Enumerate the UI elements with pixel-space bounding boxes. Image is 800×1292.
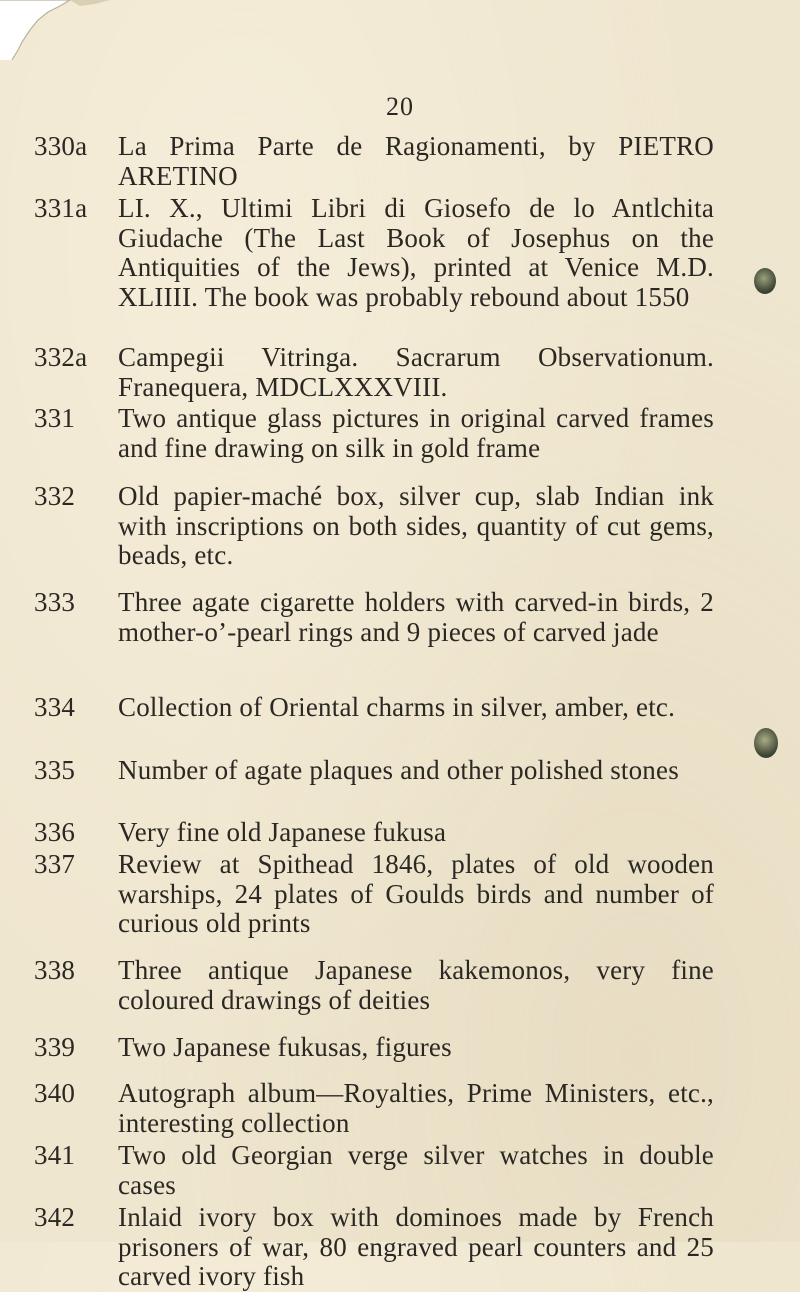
binding-hole-top bbox=[754, 268, 776, 294]
lot-number: 333 bbox=[34, 587, 76, 617]
catalogue-entry bbox=[34, 1202, 714, 1292]
lot-description: Inlaid ivory box with dominoes made by French prisoners of war, 80 engraved pearl counters and 25 carved ivory fish bbox=[118, 1202, 714, 1291]
lot-description: Very fine old Japanese fukusa bbox=[118, 817, 447, 847]
catalogue-entry bbox=[34, 131, 714, 191]
page-number: 20 bbox=[386, 92, 414, 121]
lot-number: 332a bbox=[34, 342, 88, 372]
lot-description: Two old Georgian verge silver watches in double cases bbox=[118, 1140, 714, 1200]
lot-number: 339 bbox=[34, 1032, 76, 1062]
lot-description: Campegii Vitringa. Sacrarum Observationum. Franequera, MDCLXXXVIII. bbox=[118, 342, 714, 402]
catalogue-entry bbox=[34, 755, 714, 786]
catalogue-entry bbox=[34, 587, 714, 647]
lot-number: 331a bbox=[34, 193, 88, 223]
catalogue-entry bbox=[34, 403, 714, 463]
catalogue-entry bbox=[34, 342, 714, 402]
lot-description: LI. X., Ultimi Libri di Giosefo de lo Antlchita Giudache (The Last Book of Josephus on the Antiquities of the Jews), printed at Venice M.D. XLIIII. The book was probably rebound about 1550 bbox=[118, 193, 714, 312]
lot-description: Collection of Oriental charms in silver, amber, etc. bbox=[118, 692, 676, 722]
catalogue-entry bbox=[34, 1032, 714, 1063]
catalogue-entry bbox=[34, 1140, 714, 1200]
lot-number: 342 bbox=[34, 1202, 76, 1232]
lot-description: Two antique glass pictures in original carved frames and fine drawing on silk in gold frame bbox=[118, 403, 714, 463]
lot-description: Old papier-maché box, silver cup, slab Indian ink with inscriptions on both sides, quantity of cut gems, beads, etc. bbox=[118, 481, 714, 570]
binding-hole-bottom bbox=[754, 728, 778, 758]
lot-description: La Prima Parte de Ragionamenti, by PIETRO ARETINO bbox=[118, 131, 714, 191]
catalogue-entry bbox=[34, 955, 714, 1015]
lot-number: 331 bbox=[34, 403, 76, 433]
catalogue-entry bbox=[34, 692, 714, 723]
lot-description: Review at Spithead 1846, plates of old wooden warships, 24 plates of Goulds birds and number of curious old prints bbox=[118, 849, 714, 938]
lot-number: 330a bbox=[34, 131, 88, 161]
catalogue-entry bbox=[34, 1078, 714, 1138]
lot-description: Two Japanese fukusas, figures bbox=[118, 1032, 452, 1062]
catalogue-entry bbox=[34, 817, 714, 848]
lot-description: Three antique Japanese kakemonos, very fine coloured drawings of deities bbox=[118, 955, 714, 1015]
lot-number: 334 bbox=[34, 692, 76, 722]
lot-number: 338 bbox=[34, 955, 76, 985]
lot-number: 337 bbox=[34, 849, 76, 879]
lot-number: 332 bbox=[34, 481, 76, 511]
lot-description: Three agate cigarette holders with carved-in birds, 2 mother-o’-pearl rings and 9 pieces of carved jade bbox=[118, 587, 714, 647]
catalogue-entry bbox=[34, 193, 714, 312]
catalogue-entry bbox=[34, 849, 714, 939]
catalogue-entry bbox=[34, 481, 714, 571]
torn-corner-decoration bbox=[0, 0, 110, 60]
lot-number: 335 bbox=[34, 755, 76, 785]
lot-description: Autograph album—Royalties, Prime Ministers, etc., interesting collection bbox=[118, 1078, 714, 1138]
lot-number: 336 bbox=[34, 817, 76, 847]
lot-description: Number of agate plaques and other polished stones bbox=[118, 755, 679, 785]
lot-number: 341 bbox=[34, 1140, 76, 1170]
lot-number: 340 bbox=[34, 1078, 76, 1108]
